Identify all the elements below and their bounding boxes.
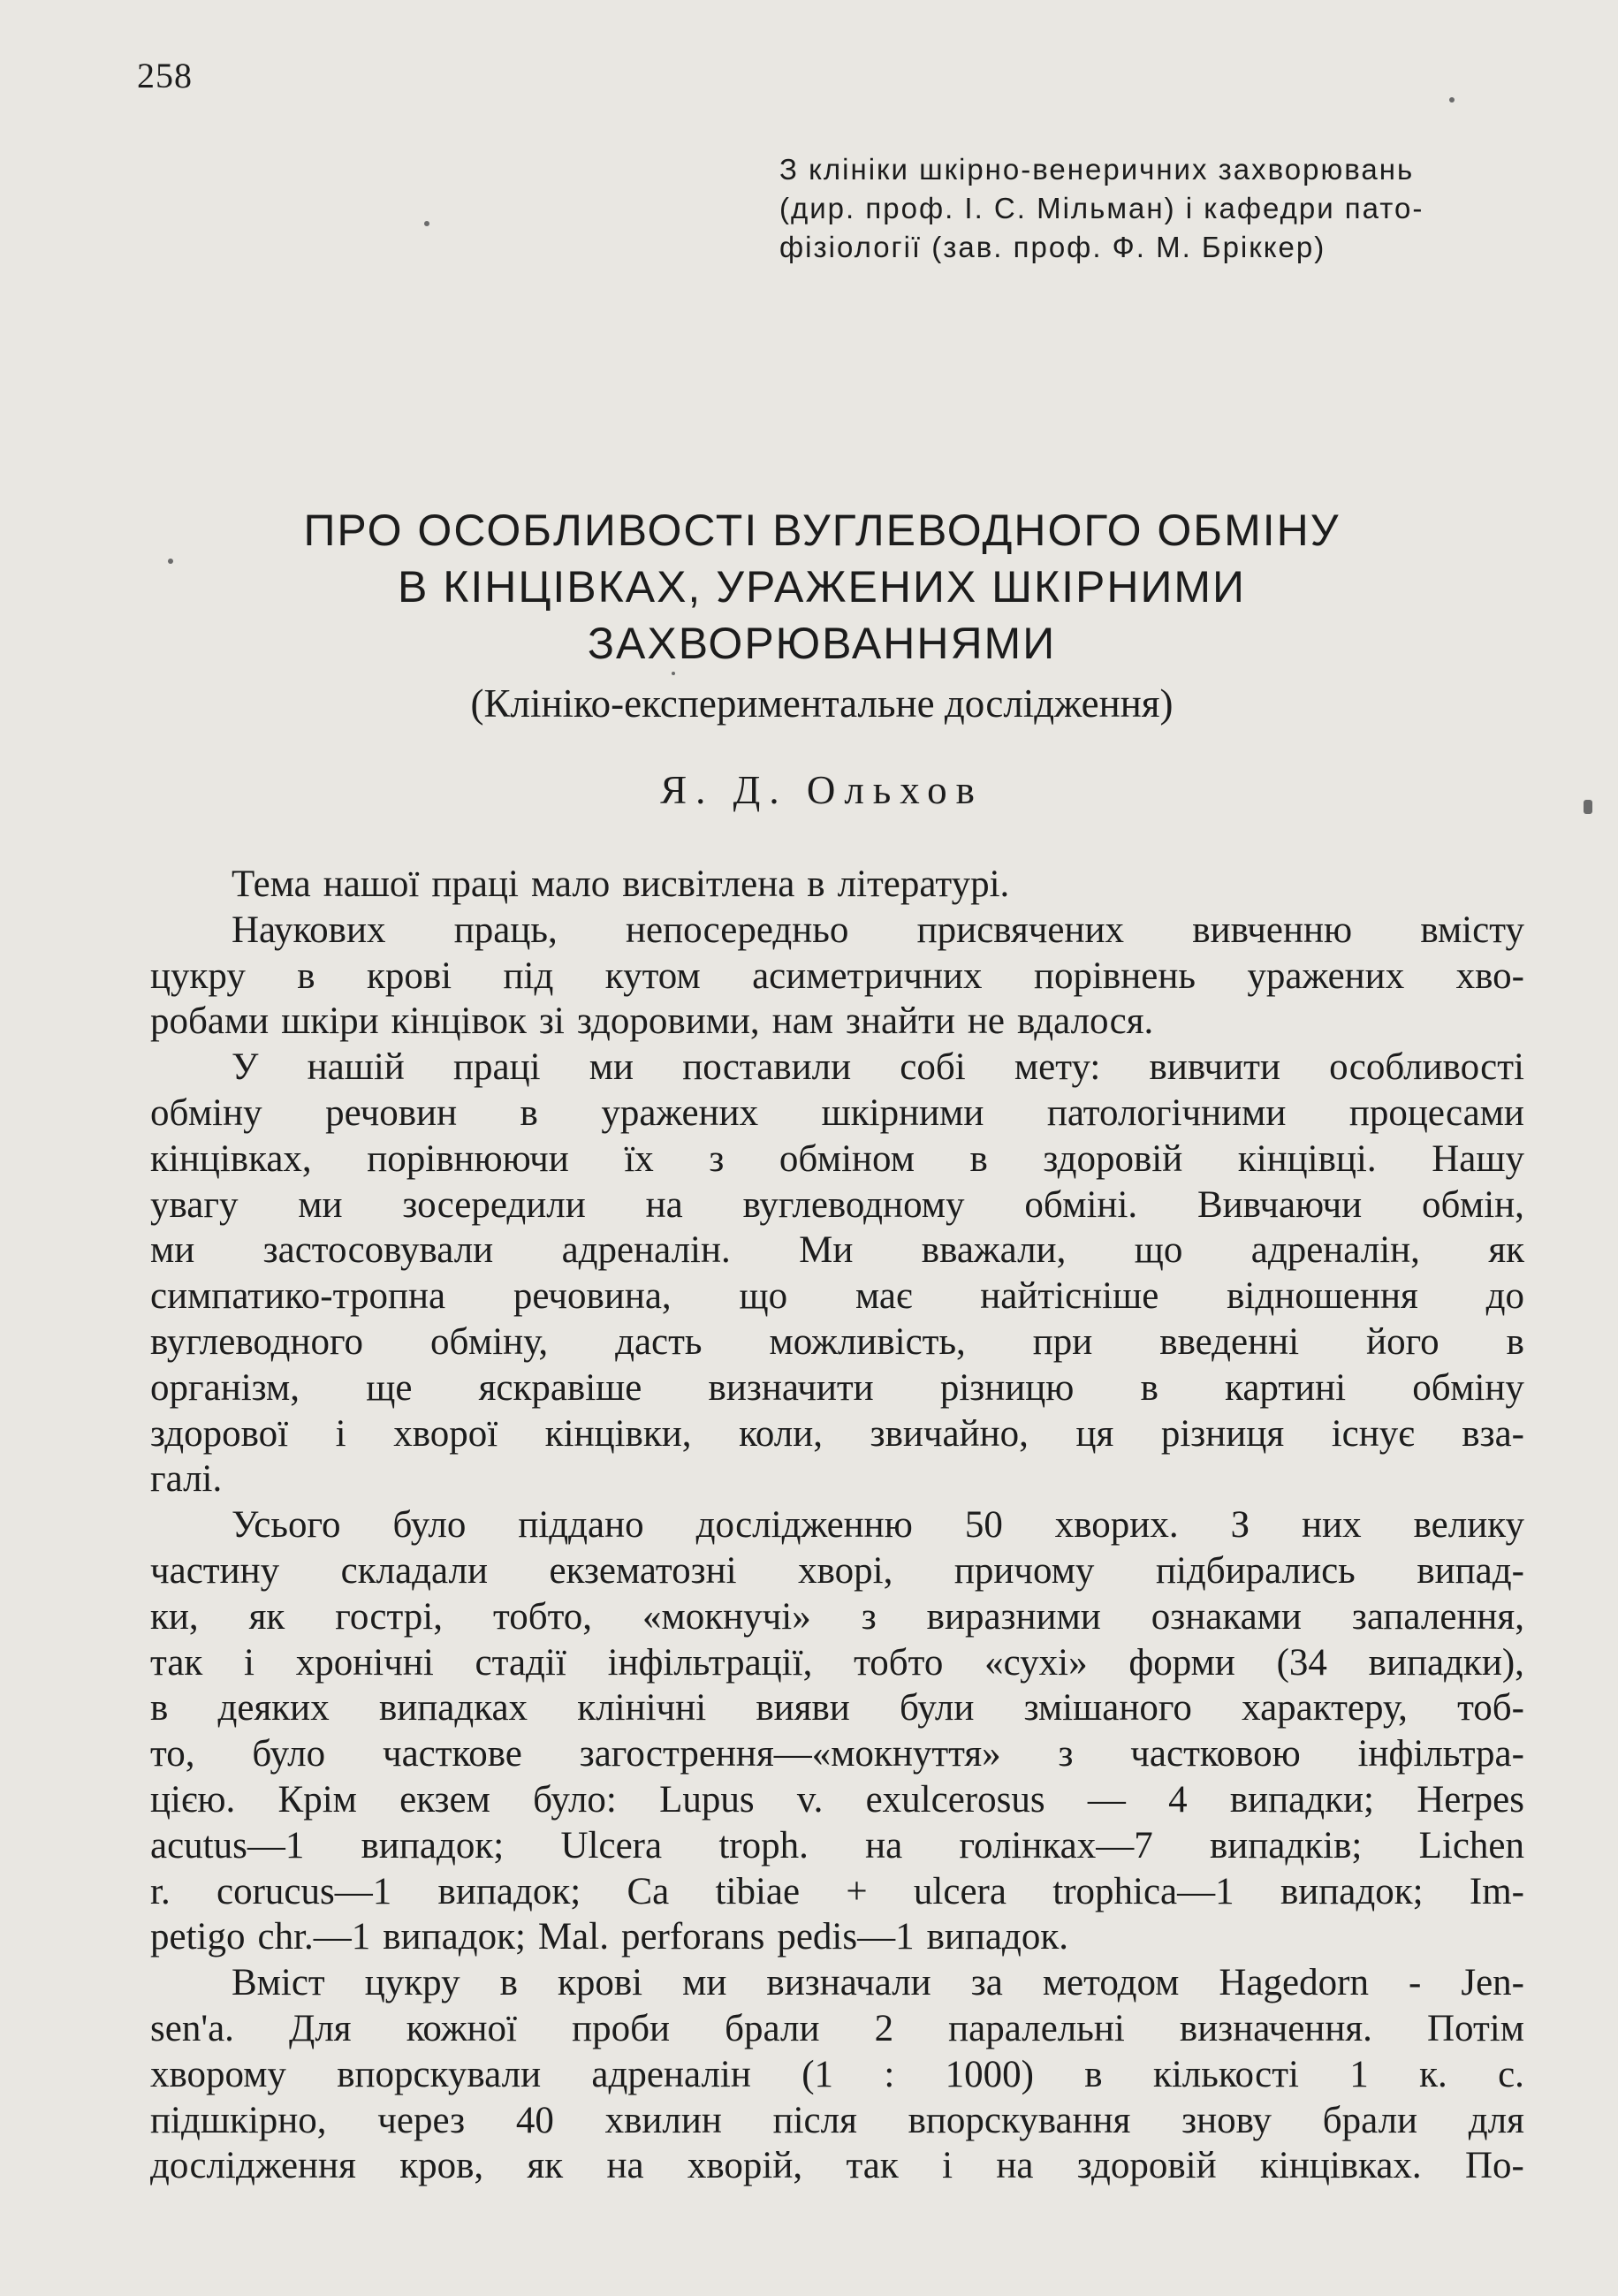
word: літературі. xyxy=(837,863,1010,905)
word: вивчити xyxy=(1149,1046,1280,1089)
word: голінках—7 xyxy=(959,1824,1153,1866)
word: к. xyxy=(1419,2053,1447,2095)
word: кінцівці. xyxy=(1237,1137,1377,1180)
text-line xyxy=(150,1640,1524,1686)
word: піддано xyxy=(518,1504,644,1547)
word: Вміст xyxy=(232,1962,325,2004)
body-text xyxy=(150,862,1524,2189)
word: 1000) xyxy=(945,2053,1034,2095)
word: адреналін. xyxy=(561,1229,731,1272)
word: було xyxy=(392,1504,467,1547)
word: здоровій xyxy=(1043,1137,1183,1180)
print-speck xyxy=(1584,800,1592,814)
word: нам xyxy=(771,1000,833,1043)
word: впорскування xyxy=(908,2099,1131,2141)
word: характеру, xyxy=(1242,1687,1408,1730)
word: випад- xyxy=(1417,1549,1524,1592)
text-line xyxy=(150,1594,1524,1640)
word: запалення, xyxy=(1351,1595,1524,1638)
word: знову xyxy=(1181,2099,1272,2141)
word: pedis—1 xyxy=(777,1916,915,1958)
word: дослідження xyxy=(150,2145,356,2187)
word: звичайно, xyxy=(870,1412,1029,1455)
affiliation-line: З клініки шкірно-венеричних захворювань xyxy=(779,153,1415,186)
word: v. xyxy=(796,1778,824,1821)
word: кінцівках, xyxy=(150,1137,312,1180)
word: trophica—1 xyxy=(1052,1870,1234,1912)
word: уражених xyxy=(1247,954,1405,997)
word: і xyxy=(335,1412,346,1455)
word: можливість, xyxy=(769,1320,966,1363)
print-speck xyxy=(1449,97,1455,103)
word: собі xyxy=(900,1046,966,1089)
word: частину xyxy=(150,1549,280,1592)
word: паралельні xyxy=(948,2007,1125,2049)
word: кутом xyxy=(604,954,701,997)
text-line xyxy=(150,1411,1524,1457)
word: брали xyxy=(725,2007,820,2049)
page-number: 258 xyxy=(137,56,193,95)
word: адреналін, xyxy=(1250,1229,1420,1272)
word: вияви xyxy=(756,1687,850,1730)
word: то, xyxy=(150,1733,195,1775)
word: corucus—1 xyxy=(216,1870,392,1912)
word: брали xyxy=(1322,2099,1418,2141)
word: хвилин xyxy=(604,2099,722,2141)
text-line xyxy=(150,1273,1524,1319)
word: з xyxy=(1058,1733,1074,1775)
word: 40 xyxy=(515,2099,554,2141)
word: випадок; xyxy=(1280,1870,1424,1912)
word: велику xyxy=(1413,1504,1524,1547)
word: с. xyxy=(1498,2053,1524,2095)
word: acutus—1 xyxy=(150,1824,305,1866)
word: в xyxy=(297,954,315,997)
word: коли, xyxy=(739,1412,823,1455)
word: хворому xyxy=(150,2053,286,2095)
word: ки, xyxy=(150,1595,199,1638)
word: визначали xyxy=(766,1962,931,2004)
word: було xyxy=(252,1733,326,1775)
word: ми xyxy=(150,1229,195,1272)
text-line xyxy=(150,2098,1524,2144)
word: кінцівок xyxy=(391,1000,527,1043)
word: ми xyxy=(589,1046,634,1089)
word: деяких xyxy=(217,1687,330,1730)
word: на xyxy=(865,1824,903,1866)
word: на xyxy=(606,2145,644,2187)
word: troph. xyxy=(718,1824,809,1866)
word: були xyxy=(900,1687,975,1730)
word: них xyxy=(1302,1504,1362,1547)
text-line xyxy=(150,1823,1524,1869)
print-speck xyxy=(168,559,173,564)
word: дасть xyxy=(615,1320,703,1363)
word: ми xyxy=(682,1962,727,2004)
text-line xyxy=(150,908,1524,954)
word: підбирались xyxy=(1155,1549,1356,1592)
word: крові xyxy=(557,1962,643,2004)
word: випадків; xyxy=(1209,1824,1363,1866)
word: шкіри xyxy=(281,1000,379,1043)
word: праць, xyxy=(453,909,558,951)
word: симпатико-тропна xyxy=(150,1275,446,1318)
word: вдалося. xyxy=(1017,1000,1154,1043)
word: : xyxy=(884,2053,895,2095)
word: кількості xyxy=(1152,2053,1299,2095)
word: вуглеводного xyxy=(150,1320,364,1363)
word: «сухі» xyxy=(984,1641,1088,1684)
word: картині xyxy=(1225,1366,1347,1409)
word: Jen- xyxy=(1461,1962,1524,2004)
word: 2 xyxy=(874,2007,894,2049)
word: обміном xyxy=(779,1137,915,1180)
word: «мокнучі» xyxy=(642,1595,811,1638)
word: кінцівки, xyxy=(544,1412,692,1455)
text-line xyxy=(150,1548,1524,1594)
word: зосередили xyxy=(402,1183,586,1226)
word: (1 xyxy=(801,2053,834,2095)
word: галі. xyxy=(150,1458,223,1501)
word: З xyxy=(1230,1504,1250,1547)
title-line: ЗАХВОРЮВАННЯМИ xyxy=(587,619,1057,668)
text-line xyxy=(150,2052,1524,2098)
word: Herpes xyxy=(1417,1778,1524,1821)
word: порівнень xyxy=(1033,954,1196,997)
word: ми xyxy=(298,1183,343,1226)
word: екзем xyxy=(399,1778,490,1821)
word: Hagedorn xyxy=(1219,1962,1369,2004)
word: 1 xyxy=(1349,2053,1369,2095)
text-line xyxy=(150,2143,1524,2189)
word: Усього xyxy=(232,1504,341,1547)
word: існує xyxy=(1331,1412,1415,1455)
word: нашої xyxy=(323,863,420,905)
word: кінцівках. xyxy=(1259,2145,1422,2187)
word: під xyxy=(503,954,554,997)
word: вза- xyxy=(1462,1412,1524,1455)
title-line: В КІНЦІВКАХ, УРАЖЕНИХ ШКІРНИМИ xyxy=(398,562,1246,612)
text-line xyxy=(150,1137,1524,1182)
word: в xyxy=(1140,1366,1158,1409)
word: форми xyxy=(1128,1641,1235,1684)
word: вуглеводному xyxy=(742,1183,965,1226)
word: різницю xyxy=(939,1366,1075,1409)
word: і xyxy=(244,1641,254,1684)
word: chr.—1 xyxy=(257,1916,371,1958)
word: введенні xyxy=(1159,1320,1300,1363)
word: інфільтрації, xyxy=(607,1641,813,1684)
word: їх xyxy=(624,1137,654,1180)
word: Для xyxy=(289,2007,352,2049)
word: тобто xyxy=(854,1641,944,1684)
word: і xyxy=(942,2145,953,2187)
word: Наукових xyxy=(232,909,386,951)
article-title xyxy=(141,502,1502,672)
word: По- xyxy=(1465,2145,1524,2187)
author: Я. Д. Ольхов xyxy=(660,768,984,812)
word: ulcera xyxy=(913,1870,1007,1912)
word: ще xyxy=(366,1366,413,1409)
word: праці xyxy=(453,1046,541,1089)
word: обміні. xyxy=(1024,1183,1138,1226)
word: клінічні xyxy=(577,1687,707,1730)
word: кожної xyxy=(406,2007,518,2049)
word: так xyxy=(150,1641,203,1684)
word: для xyxy=(1468,2099,1524,2141)
word: Тема xyxy=(232,863,311,905)
word: уражених xyxy=(601,1091,759,1134)
text-line xyxy=(150,1456,1524,1502)
word: з xyxy=(709,1137,725,1180)
word: + xyxy=(846,1870,868,1912)
word: з xyxy=(861,1595,877,1638)
word: в xyxy=(499,1962,518,2004)
title-line: ПРО ОСОБЛИВОСТІ ВУГЛЕВОДНОГО ОБМІНУ xyxy=(303,506,1341,555)
affiliation-line: (дир. проф. І. С. Мільман) і кафедри пато- xyxy=(779,192,1424,224)
word: Ми xyxy=(799,1229,854,1272)
word: тобто, xyxy=(492,1595,593,1638)
word: процесами xyxy=(1348,1091,1524,1134)
word: увагу xyxy=(150,1183,239,1226)
word: tibiae xyxy=(715,1870,801,1912)
word: знайти xyxy=(846,1000,955,1043)
word: Im- xyxy=(1469,1870,1524,1912)
word: на xyxy=(996,2145,1034,2187)
text-line xyxy=(150,1914,1524,1960)
word: на xyxy=(645,1183,683,1226)
word: висвітлена xyxy=(622,863,795,905)
word: мало xyxy=(530,863,611,905)
word: цукру xyxy=(150,954,246,997)
word: робами xyxy=(150,1000,270,1043)
word: виразними xyxy=(926,1595,1101,1638)
word: гострі, xyxy=(335,1595,444,1638)
word: присвячених xyxy=(916,909,1125,951)
word: поставили xyxy=(682,1046,852,1089)
text-line xyxy=(150,1182,1524,1228)
word: що xyxy=(1134,1229,1183,1272)
affiliation xyxy=(779,150,1522,267)
word: Ulcera xyxy=(560,1824,663,1866)
word: речовина, xyxy=(513,1275,672,1318)
word: хронічні xyxy=(295,1641,434,1684)
word: методом xyxy=(1042,1962,1180,2004)
text-line xyxy=(150,1502,1524,1548)
word: 50 xyxy=(964,1504,1003,1547)
text-line xyxy=(150,1869,1524,1915)
text-line xyxy=(150,2006,1524,2052)
word: зі xyxy=(538,1000,565,1043)
word: його xyxy=(1366,1320,1439,1363)
word: 4 xyxy=(1168,1778,1188,1821)
word: Вивчаючи xyxy=(1196,1183,1363,1226)
word: цукру xyxy=(364,1962,460,2004)
word: проби xyxy=(572,2007,671,2049)
word: Lichen xyxy=(1418,1824,1524,1866)
word: підшкірно, xyxy=(150,2099,327,2141)
word: дослідженню xyxy=(695,1504,913,1547)
text-line xyxy=(150,1319,1524,1365)
text-line xyxy=(150,1365,1524,1411)
text-line xyxy=(150,1685,1524,1731)
word: порівнюючи xyxy=(367,1137,569,1180)
word: організм, xyxy=(150,1366,300,1409)
word: Lupus xyxy=(659,1778,755,1821)
word: вважали, xyxy=(921,1229,1067,1272)
word: в xyxy=(520,1091,538,1134)
word: обміну xyxy=(150,1091,262,1134)
word: як xyxy=(248,1595,285,1638)
text-line xyxy=(150,1731,1524,1777)
word: Ca xyxy=(627,1870,670,1912)
word: застосовували xyxy=(262,1229,494,1272)
word: через xyxy=(377,2099,466,2141)
print-speck xyxy=(672,672,675,675)
word: патологічними xyxy=(1046,1091,1287,1134)
word: випадках xyxy=(378,1687,528,1730)
word: часткове xyxy=(382,1733,522,1775)
word: — xyxy=(1087,1778,1126,1821)
word: ознаками xyxy=(1151,1595,1302,1638)
word: так xyxy=(846,2145,899,2187)
affiliation-line: фізіології (зав. проф. Ф. М. Бріккер) xyxy=(779,231,1326,263)
word: здоровими, xyxy=(576,1000,760,1043)
word: причому xyxy=(953,1549,1095,1592)
print-speck xyxy=(424,221,429,226)
word: різниця xyxy=(1160,1412,1285,1455)
word: sen'a. xyxy=(150,2007,234,2049)
word: в xyxy=(1506,1320,1524,1363)
word: адреналін xyxy=(591,2053,751,2095)
word: має xyxy=(855,1275,913,1318)
word: при xyxy=(1032,1320,1093,1363)
word: випадок; xyxy=(361,1824,505,1866)
word: в xyxy=(969,1137,988,1180)
text-line xyxy=(150,999,1524,1045)
word: в xyxy=(1084,2053,1103,2095)
word: непосередньо xyxy=(626,909,849,951)
word: У xyxy=(232,1046,259,1089)
word: здоровій xyxy=(1076,2145,1217,2187)
word: обмін, xyxy=(1422,1183,1524,1226)
word: Крім xyxy=(277,1778,357,1821)
word: здорової xyxy=(150,1412,289,1455)
word: Mal. xyxy=(537,1916,609,1958)
word: - xyxy=(1408,1962,1422,2004)
word: тоб- xyxy=(1457,1687,1524,1730)
word: праці xyxy=(431,863,519,905)
word: що xyxy=(739,1275,788,1318)
word: випадки; xyxy=(1229,1778,1374,1821)
word: впорскували xyxy=(337,2053,542,2095)
word: обміну xyxy=(1412,1366,1524,1409)
word: хво- xyxy=(1455,954,1524,997)
word: складали xyxy=(340,1549,488,1592)
word: визначення. xyxy=(1179,2007,1372,2049)
word: відношення xyxy=(1227,1275,1418,1318)
word: за xyxy=(970,1962,1003,2004)
word: Потім xyxy=(1426,2007,1524,2049)
text-line xyxy=(150,862,1524,908)
word: як xyxy=(1488,1229,1524,1272)
word: стадії xyxy=(475,1641,566,1684)
word: найтісніше xyxy=(980,1275,1159,1318)
word: після xyxy=(772,2099,857,2141)
word: не xyxy=(967,1000,1006,1043)
word: perforans xyxy=(620,1916,765,1958)
word: в xyxy=(150,1687,169,1730)
word: було: xyxy=(533,1778,617,1821)
word: шкірними xyxy=(821,1091,984,1134)
word: r. xyxy=(150,1870,171,1912)
word: визначити xyxy=(708,1366,874,1409)
word: випадки), xyxy=(1368,1641,1524,1684)
word: вмісту xyxy=(1420,909,1524,951)
word: частковою xyxy=(1130,1733,1301,1775)
word: мету: xyxy=(1014,1046,1101,1089)
word: до xyxy=(1485,1275,1524,1318)
text-line xyxy=(150,1960,1524,2006)
word: крові xyxy=(366,954,452,997)
word: хворій, xyxy=(687,2145,803,2187)
word: змішаного xyxy=(1023,1687,1192,1730)
word: асиметричних xyxy=(752,954,983,997)
word: цією. xyxy=(150,1778,236,1821)
word: Нашу xyxy=(1432,1137,1524,1180)
text-line xyxy=(150,954,1524,1000)
word: випадок. xyxy=(926,1916,1069,1958)
word: хворих. xyxy=(1054,1504,1179,1547)
word: хворої xyxy=(393,1412,498,1455)
text-line xyxy=(150,1045,1524,1091)
text-line xyxy=(150,1091,1524,1137)
word: екзематозні xyxy=(549,1549,737,1592)
text-line xyxy=(150,1228,1524,1273)
word: яскравіше xyxy=(478,1366,642,1409)
word: в xyxy=(807,863,825,905)
word: загострення—«мокнуття» xyxy=(579,1733,1001,1775)
word: вивченню xyxy=(1192,909,1353,951)
word: як xyxy=(527,2145,564,2187)
word: petigo xyxy=(150,1916,246,1958)
article-subtitle: (Клініко-експериментальне дослідження) xyxy=(470,681,1174,726)
word: ця xyxy=(1075,1412,1114,1455)
word: (34 xyxy=(1276,1641,1327,1684)
word: обміну, xyxy=(430,1320,549,1363)
word: exulcerosus xyxy=(865,1778,1045,1821)
word: випадок; xyxy=(437,1870,581,1912)
word: випадок; xyxy=(383,1916,526,1958)
word: нашій xyxy=(307,1046,405,1089)
word: хворі, xyxy=(798,1549,893,1592)
text-line xyxy=(150,1777,1524,1823)
word: речовин xyxy=(325,1091,458,1134)
word: особливості xyxy=(1329,1046,1524,1089)
word: кров, xyxy=(399,2145,484,2187)
word: інфільтра- xyxy=(1357,1733,1524,1775)
